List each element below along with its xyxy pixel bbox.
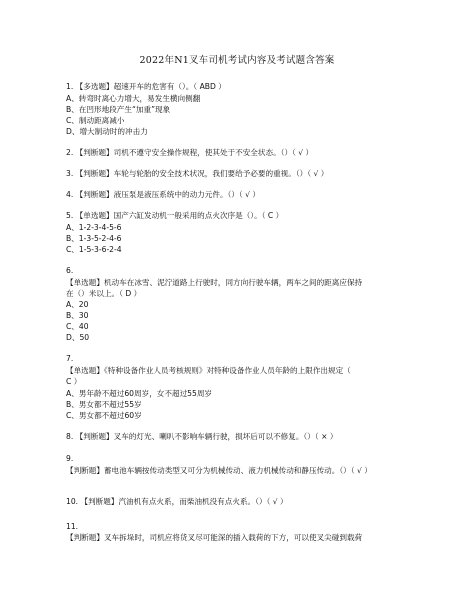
q7-option-c: C、男女都不超过60岁 xyxy=(66,411,142,420)
q6-option-d: D、50 xyxy=(66,333,90,342)
q9-stem: 【判断题】蓄电池车辆按传动类型又可分为机械传动、液力机械传动和静压传动。（）（ √ ） xyxy=(66,466,372,475)
q5-option-b: B、1-3-5-2-4-6 xyxy=(66,234,122,243)
q6-option-c: C、40 xyxy=(66,322,89,331)
q5-option-a: A、1-2-3-4-5-6 xyxy=(66,223,122,232)
q1-option-a: A、转弯时离心力增大，易发生横向侧翻 xyxy=(66,94,201,103)
q6-number: 6. xyxy=(66,266,74,275)
q6-option-b: B、30 xyxy=(66,311,89,320)
q1-option-b: B、在凹形地段产生“加重”现象 xyxy=(66,105,171,114)
q9-number: 9. xyxy=(66,454,74,463)
q7-number: 7. xyxy=(66,354,74,363)
q7-option-a: A、男年龄不超过60周岁，女不超过55周岁 xyxy=(66,389,213,398)
q5-stem: 5. 【单选题】国产六缸发动机一般采用的点火次序是（）。（ C ） xyxy=(66,211,284,220)
q10-stem: 10. 【判断题】汽油机有点火系，而柴油机没有点火系。（）（ √ ） xyxy=(66,497,288,506)
q11-number: 11. xyxy=(66,522,79,531)
q7-answer: C ） xyxy=(66,377,82,386)
q4-stem: 4. 【判断题】液压泵是液压系统中的动力元件。（）（ √ ） xyxy=(66,190,260,199)
q6-option-a: A、20 xyxy=(66,300,89,309)
q6-stem: 【单选题】机动车在冰雪、泥泞道路上行驶时，同方向行驶车辆，两车之间的距离应保持 xyxy=(66,278,363,287)
q7-stem: 【单选题】《特种设备作业人员考核规则》对特种设备作业人员年龄的上限作出规定（ xyxy=(66,366,351,375)
q1-option-d: D、增大制动时的冲击力 xyxy=(66,127,148,136)
q3-stem: 3. 【判断题】车轮与轮胎的安全技术状况，我们要给予必要的重视。（）（ √ ） xyxy=(66,169,329,178)
q1-stem: 1. 【多选题】超速开车的危害有（）。（ ABD ） xyxy=(66,82,226,91)
q2-stem: 2. 【判断题】司机不遵守安全操作规程，使其处于不安全状态。（）（ √ ） xyxy=(66,148,314,157)
q11-stem: 【判断题】叉车拆垛时，司机应将货叉尽可能深的插入载荷的下方，可以使叉尖碰到载荷 xyxy=(66,533,363,542)
q5-option-c: C、1-5-3-6-2-4 xyxy=(66,245,122,254)
q7-option-b: B、男女都不超过55岁 xyxy=(66,400,142,409)
q6-stem-cont: 在（）米以上。（ D ） xyxy=(66,289,142,298)
q8-stem: 8. 【判断题】叉车的灯光、喇叭不影响车辆行驶，损坏后可以不修复。（）（ × ） xyxy=(66,432,338,441)
document-title: 2022年N1叉车司机考试内容及考试题含答案 xyxy=(139,55,335,66)
q1-option-c: C、制动距离减小 xyxy=(66,116,125,125)
